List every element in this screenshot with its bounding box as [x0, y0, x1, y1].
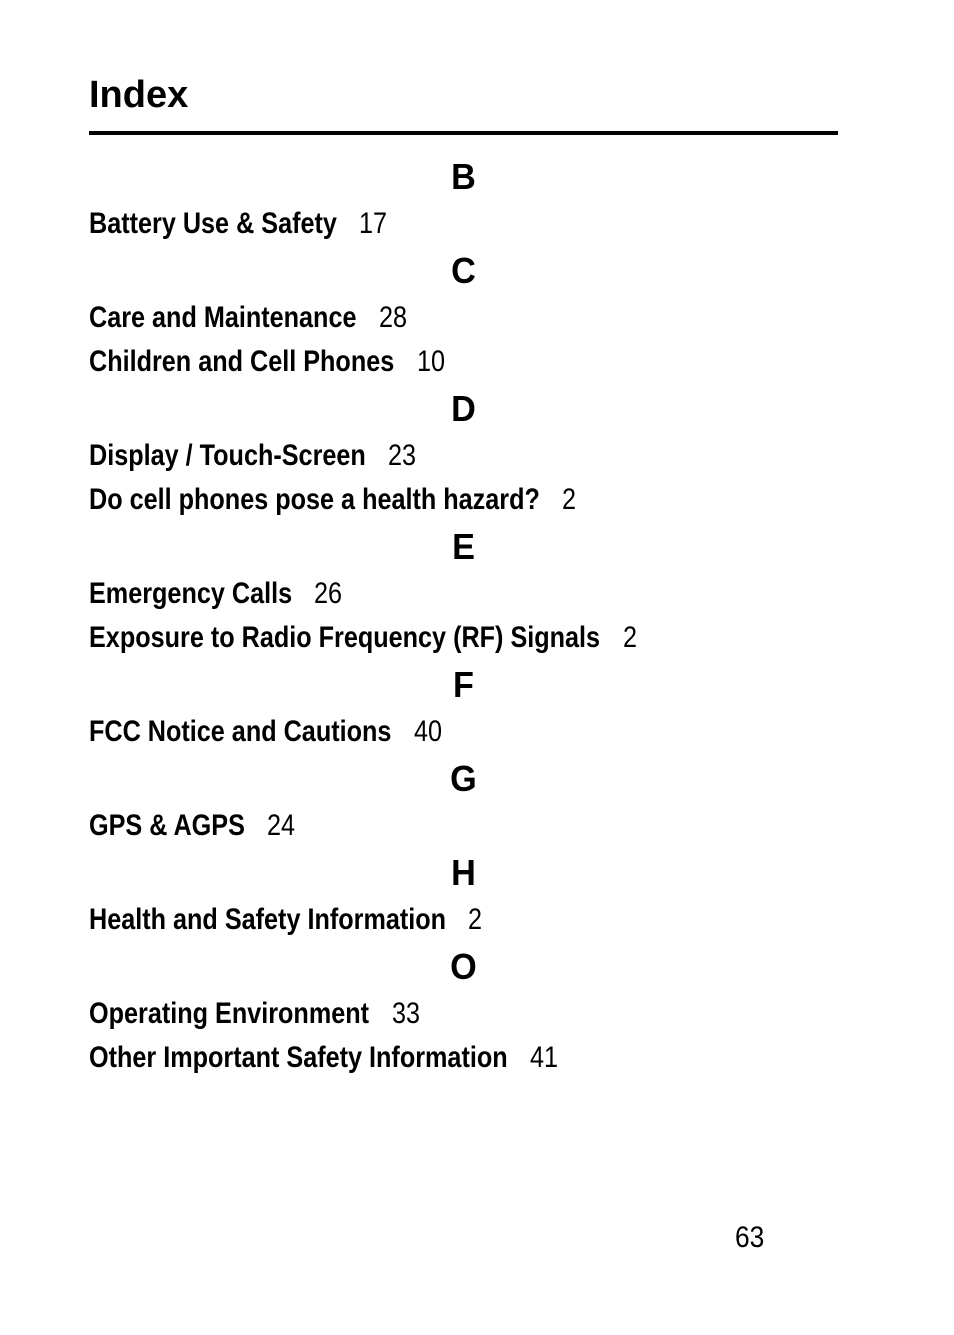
letter-heading-b: B [451, 156, 476, 197]
entry-term: Operating Environment [89, 997, 370, 1030]
entry-page[interactable]: 17 [359, 207, 388, 240]
letter-heading-d: D [451, 388, 476, 429]
entry-page[interactable]: 2 [562, 483, 577, 516]
entry-page[interactable]: 40 [413, 715, 442, 748]
page-title: Index [89, 74, 189, 116]
letter-heading-g: G [450, 758, 477, 799]
index-list [89, 152, 838, 1080]
letter-heading-e: E [452, 526, 475, 567]
entry-page[interactable]: 26 [314, 577, 343, 610]
entry-page[interactable]: 33 [391, 997, 420, 1030]
entry-term: Other Important Safety Information [89, 1041, 508, 1074]
entry-page[interactable]: 23 [387, 439, 416, 472]
entry-page[interactable]: 41 [530, 1041, 559, 1074]
index-entry[interactable] [89, 202, 838, 246]
entry-page[interactable]: 28 [379, 301, 408, 334]
entry-page[interactable]: 2 [622, 621, 637, 654]
index-entry[interactable] [89, 340, 838, 384]
entry-term: Emergency Calls [89, 577, 293, 610]
entry-page[interactable]: 2 [468, 903, 483, 936]
entry-page[interactable]: 10 [416, 345, 446, 378]
entry-term: Display / Touch-Screen [89, 439, 366, 472]
entry-term: GPS & AGPS [89, 809, 245, 842]
page-number: 63 [735, 1221, 765, 1254]
entry-term: Exposure to Radio Frequency (RF) Signals [89, 621, 601, 654]
index-entry[interactable] [89, 1036, 838, 1080]
index-entry[interactable] [89, 572, 838, 616]
entry-term: FCC Notice and Cautions [89, 715, 392, 748]
entry-term: Do cell phones pose a health hazard? [89, 483, 540, 516]
entry-term: Children and Cell Phones [89, 345, 395, 378]
index-entry[interactable] [89, 478, 838, 522]
index-entry[interactable] [89, 616, 838, 660]
entry-term: Health and Safety Information [89, 903, 447, 936]
index-entry[interactable] [89, 710, 838, 754]
index-entry[interactable] [89, 898, 838, 942]
letter-heading-f: F [453, 664, 474, 705]
index-entry[interactable] [89, 296, 838, 340]
letter-heading-h: H [451, 852, 476, 893]
entry-term: Care and Maintenance [89, 301, 357, 334]
entry-page[interactable]: 24 [266, 809, 295, 842]
letter-heading-c: C [451, 250, 476, 291]
index-entry[interactable] [89, 804, 838, 848]
title-divider [89, 131, 838, 135]
letter-heading-o: O [450, 946, 477, 987]
index-entry[interactable] [89, 434, 838, 478]
index-entry[interactable] [89, 992, 838, 1036]
entry-term: Battery Use & Safety [89, 207, 337, 240]
